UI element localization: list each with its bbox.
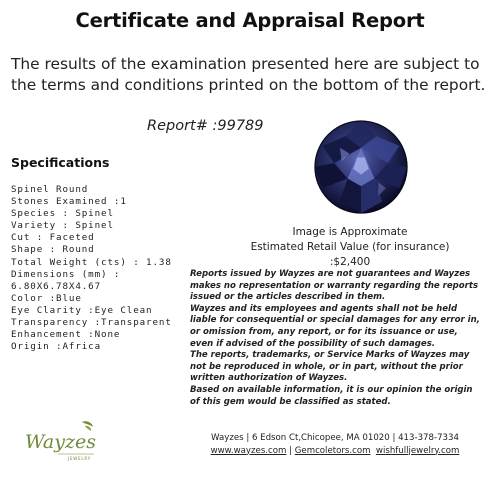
link-separator: | xyxy=(286,445,295,456)
disclaimer-paragraph: The reports, trademarks, or Service Marks of Wayzes may not be reproduced in whole, or in part, without the prior written authorization of Wayzes. xyxy=(190,350,470,384)
logo-subtext: JEWELRY xyxy=(68,456,91,461)
spec-item: Color :Blue xyxy=(11,292,82,304)
wishfulljewelry-link[interactable]: wishfulljewelry.com xyxy=(375,445,460,456)
wayzes-logo xyxy=(22,418,98,464)
spec-item: Dimensions (mm) : xyxy=(11,268,121,280)
intro-text: The results of the examination presented here are subject to the terms and conditions printed on the bottom of the report. xyxy=(11,55,486,94)
disclaimer-paragraph: Based on available information, it is our opinion the origin of this gem would be classified as stated. xyxy=(190,384,473,407)
retail-value: Estimated Retail Value (for insurance) :$2,400 xyxy=(250,241,450,268)
spec-item: Origin :Africa xyxy=(11,341,102,353)
contact-info xyxy=(195,432,475,457)
wayzes-website-link[interactable]: www.wayzes.com xyxy=(210,445,287,456)
spec-item: Stones Examined :1 xyxy=(11,196,127,208)
disclaimer-paragraph: Wayzes and its employees and agents shall not be held liable for consequential or special damages for any error in, or omission from, any report, or for its issuance or use, even if advised of the possibility of such damages. xyxy=(190,303,480,349)
spec-item: Eye Clarity :Eye Clean xyxy=(11,304,153,316)
gemcoletors-link[interactable]: Gemcoletors.com xyxy=(294,445,371,456)
disclaimer xyxy=(190,269,480,408)
gemstone-image xyxy=(313,119,409,215)
image-approximate-label: Image is Approximate xyxy=(292,226,408,238)
spec-item: Enhancement :None xyxy=(11,329,121,341)
specifications-list xyxy=(11,184,172,353)
report-title: Certificate and Appraisal Report xyxy=(75,9,425,32)
spec-item: Spinel Round xyxy=(11,184,89,195)
image-note xyxy=(230,225,470,270)
logo-wordmark: Wayzes xyxy=(25,431,96,453)
contact-links xyxy=(195,445,475,458)
specifications-heading: Specifications xyxy=(11,155,110,170)
spec-item: Total Weight (cts) : 1.38 xyxy=(11,256,172,268)
contact-address: Wayzes | 6 Edson Ct,Chicopee, MA 01020 | 413-378-7334 xyxy=(211,433,459,443)
spec-item: Shape : Round xyxy=(11,244,95,256)
spec-item: 6.80X6.78X4.67 xyxy=(11,280,102,292)
spec-item: Variety : Spinel xyxy=(11,220,114,232)
spec-item: Species : Spinel xyxy=(11,208,114,220)
report-number: Report# :99789 xyxy=(147,118,264,134)
disclaimer-paragraph: Reports issued by Wayzes are not guarantees and Wayzes makes no representation or warranty regarding the reports issued or the articles described in them. xyxy=(190,269,479,303)
spec-item: Cut : Faceted xyxy=(11,232,95,244)
spec-item: Transparency :Transparent xyxy=(11,317,172,329)
